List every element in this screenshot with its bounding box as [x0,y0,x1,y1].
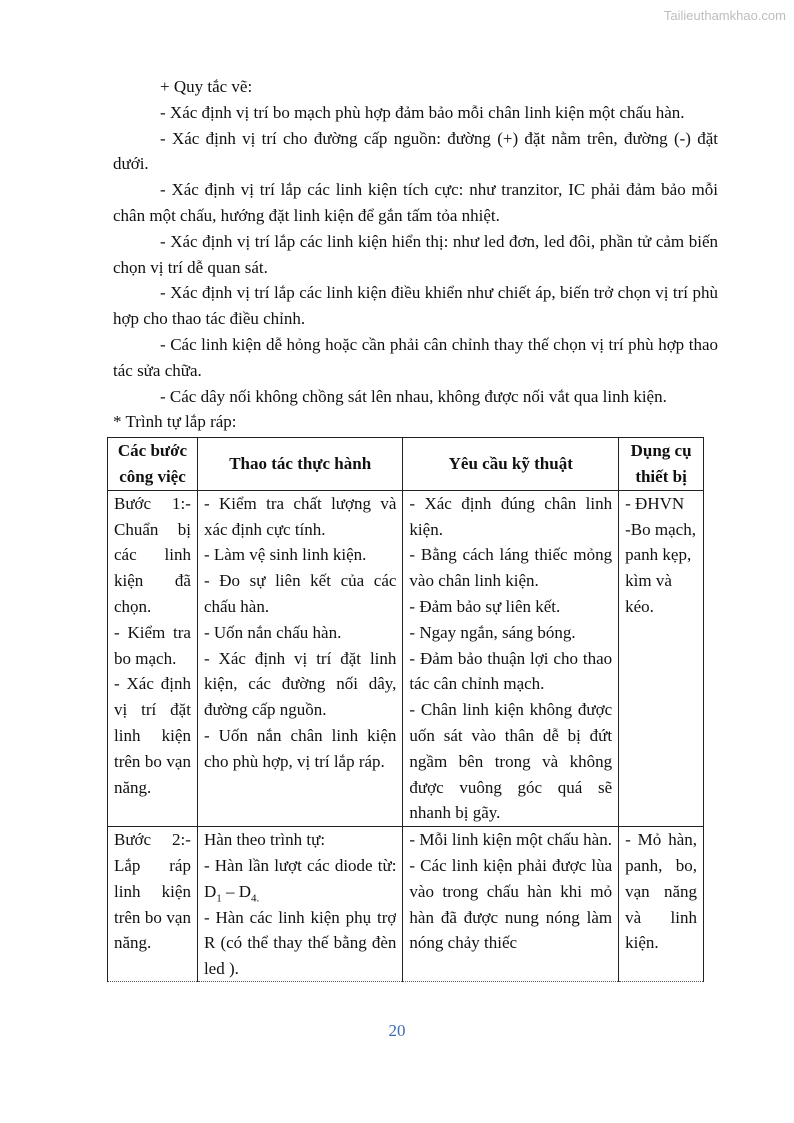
assembly-steps-table [107,437,704,982]
rule-item: - Xác định vị trí lắp các linh kiện điều khiển như chiết áp, biến trở chọn vị trí phù hợp cho thao tác điều chỉnh. [113,283,718,329]
table-header-row [108,438,704,491]
rule-item: - Xác định vị trí lắp các linh kiện tích cực: như tranzitor, IC phải đảm bảo mỗi chân một chấu, hướng đặt linh kiện để gắn tấm tỏa nhiệt. [113,180,718,225]
rule-item: - Xác định vị trí bo mạch phù hợp đảm bảo mỗi chân linh kiện một chấu hàn. [160,102,685,122]
cell-actions-1: - Kiểm tra chất lượng và xác định cực tính. - Làm vệ sinh linh kiện. - Đo sự liên kết của các chấu hàn. - Uốn nắn chấu hàn. - Xác định vị trí đặt linh kiện, các đường nối dây, đường cấp nguồn. - Uốn nắn chân linh kiện cho phù hợp, vị trí lắp ráp. [197,490,402,826]
steps-title: * Trình tự lắp ráp: [113,412,237,432]
header-tools: Dụng cụ thiết bị [619,438,704,491]
cell-tools-1: - ĐHVN -Bo mạch, panh kẹp, kìm và kéo. [619,490,704,826]
table-row [108,490,704,826]
header-requirements: Yêu cầu kỹ thuật [403,438,619,491]
watermark: Tailieuthamkhao.com [663,8,786,23]
cell-step-1: Bước 1:- Chuẩn bị các linh kiện đã chọn. - Kiểm tra bo mạch. - Xác định vị trí đặt linh kiện trên bo vạn năng. [108,490,198,826]
cell-actions-2: Hàn theo trình tự: - Hàn lần lượt các diode từ: $D_1 - D_{4.}$ - Hàn các linh kiện phụ trợ R (có thể thay thế bằng đèn led ). [197,827,402,982]
document-body [113,74,718,982]
header-actions: Thao tác thực hành [197,438,402,491]
cell-tools-2: - Mỏ hàn, panh, bo, vạn năng và linh kiện. [619,827,704,982]
cell-requirements-1: - Xác định đúng chân linh kiện. - Bằng cách láng thiếc mỏng vào chân linh kiện. - Đảm bảo sự liên kết. - Ngay ngắn, sáng bóng. - Đảm bảo thuận lợi cho thao tác cân chỉnh mạch. - Chân linh kiện không được uốn sát vào thân dễ bị đứt ngầm bên trong và không được vuông góc quá sẽ nhanh bị gãy. [403,490,619,826]
rule-item: - Xác định vị trí cho đường cấp nguồn: đường (+) đặt nằm trên, đường (-) đặt dưới. [113,128,718,174]
cell-step-2: Bước 2:- Lắp ráp linh kiện trên bo vạn năng. [108,827,198,982]
header-steps: Các bước công việc [108,438,198,491]
table-row [108,827,704,982]
page-number: 20 [388,1021,406,1040]
rules-title: + Quy tắc vẽ: [160,77,253,96]
cell-requirements-2: - Mỗi linh kiện một chấu hàn. - Các linh kiện phải được lùa vào trong chấu hàn khi mỏ hàn đã được nung nóng làm nóng chảy thiếc [403,827,619,982]
rule-item: - Xác định vị trí lắp các linh kiện hiển thị: như led đơn, led đôi, phần tử cảm biến chọn vị trí dễ quan sát. [113,231,718,277]
rule-item: - Các linh kiện dễ hỏng hoặc cần phải cân chỉnh thay thế chọn vị trí phù hợp thao tác sửa chữa. [113,334,718,380]
rule-item: - Các dây nối không chồng sát lên nhau, không được nối vắt qua linh kiện. [160,386,667,406]
